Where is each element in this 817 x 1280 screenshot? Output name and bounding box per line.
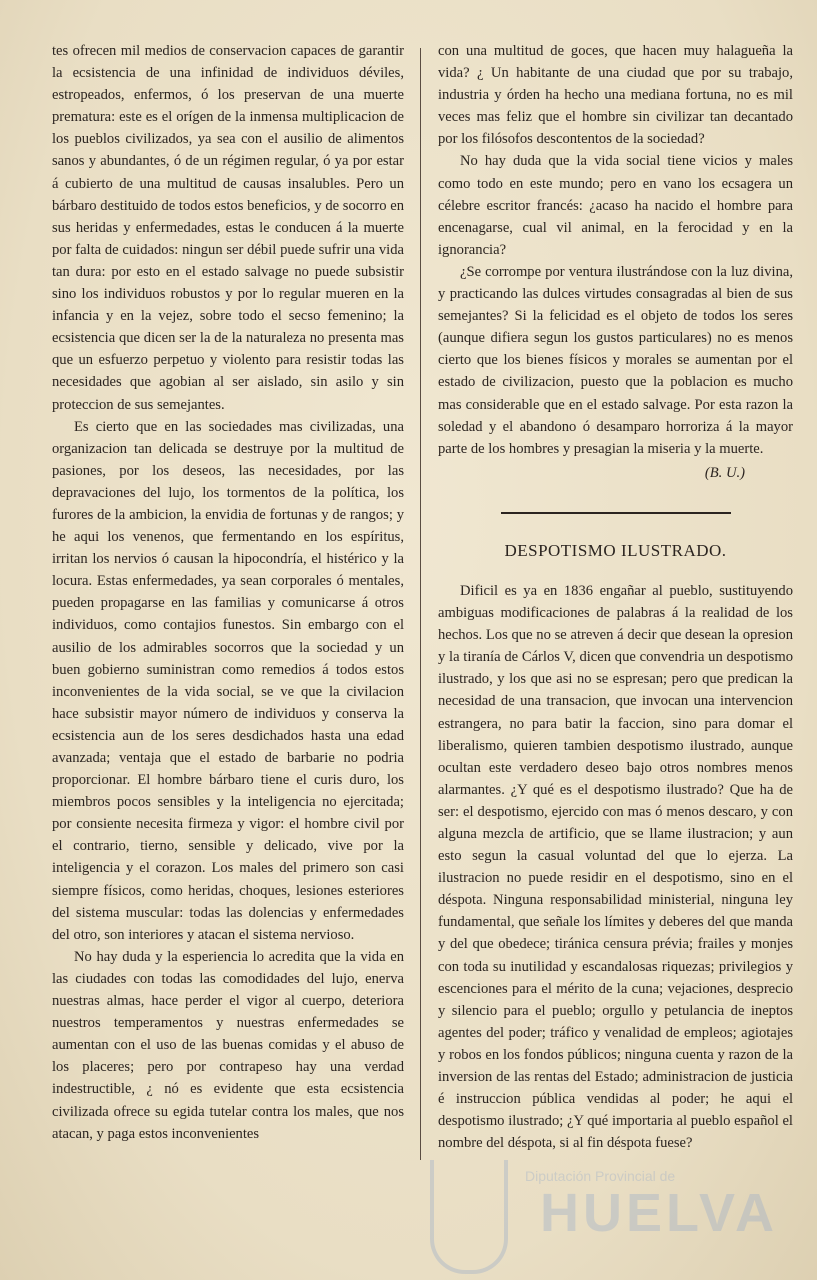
article-signature: (B. U.) xyxy=(704,464,745,481)
column-divider xyxy=(420,48,421,1160)
section-title: DESPOTISMO ILUSTRADO. xyxy=(504,540,727,560)
right-paragraph-1: con una multitud de goces, que hacen muy halagueña la vida? ¿ Un habitante de una ciudad que por su trabajo, industria y órden ha hecho una mediana fortuna, no es mil veces mas feliz que el hombre sin civilizar tan decantado por los filósofos descontentos de la sociedad? xyxy=(438,43,793,148)
left-column xyxy=(52,40,404,1145)
left-paragraph-1: tes ofrecen mil medios de conservacion capaces de garantir la ecsistencia de una infinidad de individuos déviles, estropeados, enfermos, ó los preservan de una muerte prematura: este es el orígen de la inmensa multiplicacion de los pueblos civilizados, ya sea con el ausilio de alimentos sanos y abundantes, ó de un régimen regular, ó ya por estar á cubierto de una multitud de causas insalubles. Pero un bárbaro destituido de todos estos beneficios, y de socorro en sus heridas y enfermedades, estas le conducen á la muerte por falta de cuidados: ningun ser débil puede sufrir una vida tan dura: por esto en el estado salvage no puede subsistir sino los individuos robustos y por lo regular mueren en la infancia y en la vejez, sobre todo el secso femenino; la ecsistencia que dicen ser la de la naturaleza no presenta mas que un esfuerzo perpetuo y violento para resistir todas las necesidades que agobian al ser aislado, sin asilo y sin proteccion de sus semejantes. xyxy=(52,43,404,413)
shield-icon xyxy=(430,1160,508,1274)
right-paragraph-2: No hay duda que la vida social tiene vicios y males como todo en este mundo; pero en vano los ecsagera un célebre escritor francés: ¿acaso ha nacido el hombre para encenagarse, cual vil animal, en la ferocidad y en la ignorancia? xyxy=(438,153,793,258)
archive-watermark xyxy=(430,1160,780,1280)
section-rule xyxy=(501,512,731,514)
left-paragraph-2: Es cierto que en las sociedades mas civilizadas, una organizacion tan delicada se destruye por la multitud de pasiones, por los deseos, las necesidades, por las depravaciones del lujo, los tormentos de la política, los furores de la ambicion, la envidia de fortunas y de rangos; y he aqui los venenos, que fermentando en los espíritus, irritan los nervios ó causan la hipocondría, el histérico y la locura. Estas enfermedades, ya sean corporales ó mentales, pueden propagarse en las familias y comunicarse á otros individuos, como contajios funestos. Sin embargo con el ausilio de los admirables socorros que la sociedad y un buen gobierno suministran como remedios á todos estos inconvenientes de la vida social, se ve que la civilacion hace subsistir mayor número de individuos y conserva la ecsistencia aun de los seres desdichados hasta una edad avanzada; ventaja que el estado de barbarie no podria proporcionar. El hombre bárbaro tiene el curis duro, los miembros pocos sensibles y la inteligencia no ejercitada; por consiente necesita firmeza y vigor: el hombre civil por el contrario, tierno, sensible y delicado, vive por la inteligencia y el corazon. Los males del primero son casi siempre físicos, como heridas, choques, lesiones esteriores del sistema muscular: todas las dolencias y enfermedades del otro, son interiores y atacan el sistema nervioso. xyxy=(52,418,404,943)
watermark-main-text: HUELVA xyxy=(540,1183,778,1243)
watermark-top-text: Diputación Provincial de xyxy=(525,1168,676,1184)
right-column xyxy=(438,40,793,1154)
section-paragraph-1: Dificil es ya en 1836 engañar al pueblo, sustituyendo ambiguas modificaciones de palabras á la realidad de los hechos. Los que no se atreven á decir que desean la opresion y la tiranía de Cárlos V, dicen que convendria un despotismo ilustrado, y los que asi no se espresan; pero que predican la necesidad de una transacion, que invocan una intervencion estrangera, no para batir la faccion, sino para domar el liberalismo, quieren tambien despotismo ilustrado, aunque ocultan este verdadero deseo bajo otros nombres menos alarmantes. ¿Y qué es el despotismo ilustrado? Que ha de ser: el despotismo, ejercido con mas ó menos descaro, y con alguna mezcla de artificio, que se llame ilustracion; y aun esto segun la casual voluntad del que lo ejerza. La ilustracion no puede residir en el despotismo, sino en el déspota. Ninguna responsabilidad ministerial, ninguna ley fundamental, que señale los límites y deberes del que manda y del que obedece; tiránica censura prévia; frailes y monjes con toda su inutilidad y escandalosas riquezas; privilegios y escenciones para el mérito de la cuna; vejaciones, desprecio y silencio para el pueblo; orgullo y petulancia de ineptos agentes del poder; tráfico y venalidad de empleos; agiotajes y robos en los fondos públicos; ninguna cuenta y razon de la inversion de las rentas del Estado; administracion de justicia é instruccion pública vendidas al poder; he aqui el despotismo ilustrado; ¿Y qué importaria al pueblo español el nombre del déspota, si al fin déspota fuese? xyxy=(438,582,793,1152)
left-paragraph-3: No hay duda y la esperiencia lo acredita que la vida en las ciudades con todas las comodidades del lujo, enerva nuestras almas, hace perder el vigor al cuerpo, deteriora nuestros temperamentos y nuestras enfermedades se aumentan con el uso de las buenas comidas y el abuso de los placeres; pero por contrapeso hay una verdad indestructible, ¿ nó es evidente que esta ecsistencia civilizada ofrece su egida tutelar contra los males, que nos atacan, y paga estos inconvenientes xyxy=(52,948,404,1142)
right-paragraph-3: ¿Se corrompe por ventura ilustrándose con la luz divina, y practicando las dulces virtudes consagradas al bien de sus semejantes? Si la felicidad es el objeto de todos los seres (aunque difiera segun los gustos particulares) no es menos cierto que los bienes físicos y morales se aumentan por el estado de civilizacion, puesto que la poblacion es mucho mas considerable que en el estado salvage. Por esta razon la soledad y el abandono ó desamparo horroriza á la mayor parte de los hombres y presagian la miseria y la muerte. xyxy=(438,263,793,457)
